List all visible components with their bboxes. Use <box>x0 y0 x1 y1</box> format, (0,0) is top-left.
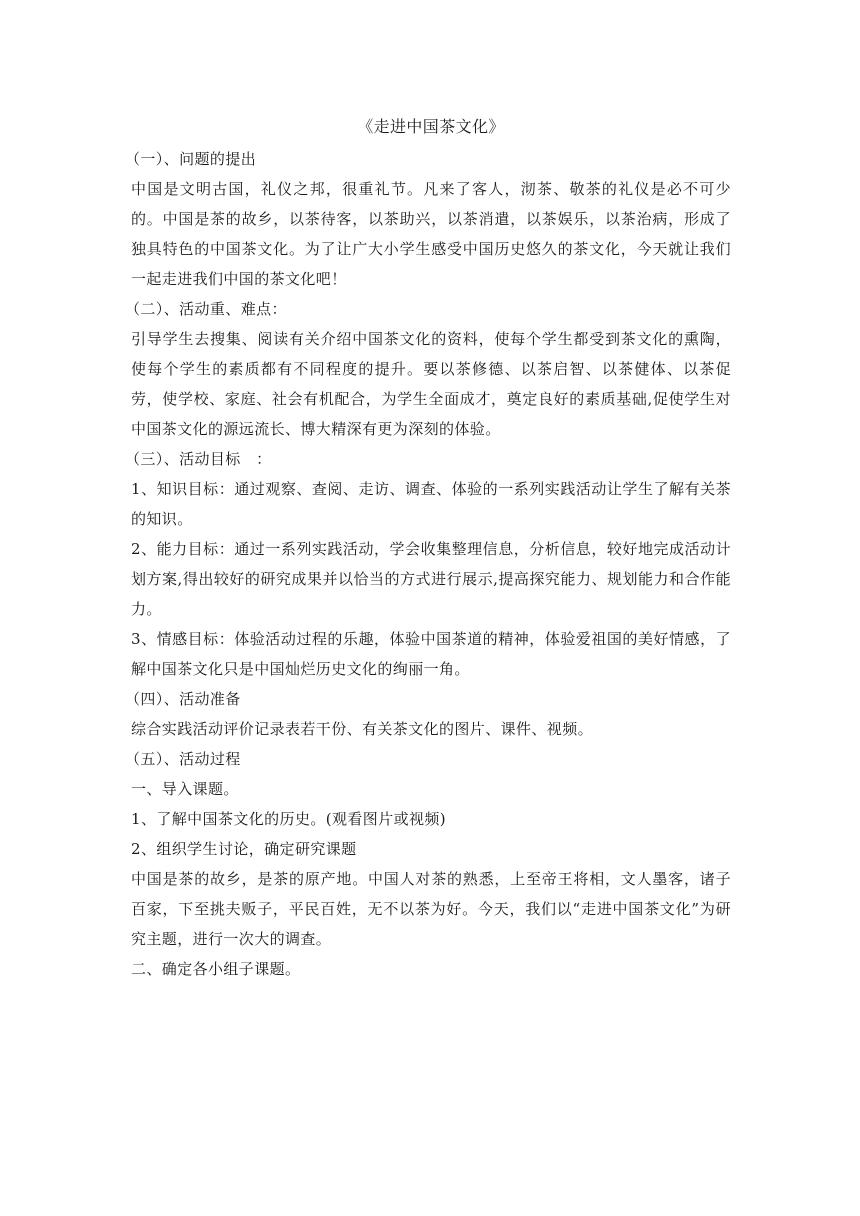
paragraph-emotion-goal: 3、情感目标：体验活动过程的乐趣，体验中国茶道的精神，体验爱祖国的美好情感，了解中国茶文化只是中国灿烂历史文化的绚丽一角。 <box>131 630 731 678</box>
document-body <box>125 112 731 984</box>
paragraph-step-subtopics: 二、确定各小组子课题。 <box>131 960 301 978</box>
section-heading-goals: （三）、活动目标 ： <box>125 450 272 468</box>
paragraph-tea-hometown: 中国是茶的故乡，是茶的原产地。中国人对茶的熟悉，上至帝王将相，文人墨客，诸子百家，下至挑夫贩子，平民百姓，无不以茶为好。今天，我们以“走进中国茶文化”为研究主题，进行一次大的调查。 <box>131 870 731 948</box>
section-heading-preparation: （四）、活动准备 <box>125 690 241 708</box>
section-heading-key-points: （二）、活动重、难点： <box>125 300 287 318</box>
paragraph-step-discuss: 2、组织学生讨论，确定研究课题 <box>131 840 357 858</box>
section-heading-process: （五）、活动过程 <box>125 750 241 768</box>
paragraph-step-intro: 一、导入课题。 <box>131 780 239 798</box>
paragraph-ability-goal: 2、能力目标：通过一系列实践活动，学会收集整理信息，分析信息，较好地完成活动计划方案,得出较好的研究成果并以恰当的方式进行展示,提高探究能力、规划能力和合作能力。 <box>131 540 731 618</box>
section-heading-problem: （一）、问题的提出 <box>125 150 257 168</box>
paragraph-step-history: 1、了解中国茶文化的历史。(观看图片或视频) <box>131 810 447 828</box>
paragraph-preparation: 综合实践活动评价记录表若干份、有关茶文化的图片、课件、视频。 <box>131 720 594 738</box>
paragraph-key-points: 引导学生去搜集、阅读有关介绍中国茶文化的资料，使每个学生都受到茶文化的熏陶，使每个学生的素质都有不同程度的提升。要以茶修德、以茶启智、以茶健体、以茶促劳，使学校、家庭、社会有机配合，为学生全面成才，奠定良好的素质基础,促使学生对中国茶文化的源远流长、博大精深有更为深刻的体验。 <box>131 330 731 438</box>
paragraph-knowledge-goal: 1、知识目标：通过观察、查阅、走访、调查、体验的一系列实践活动让学生了解有关茶的知识。 <box>131 480 731 528</box>
paragraph-problem: 中国是文明古国，礼仪之邦，很重礼节。凡来了客人，沏茶、敬茶的礼仪是必不可少的。中国是茶的故乡，以茶待客，以茶助兴，以茶消遣，以茶娱乐，以茶治病，形成了独具特色的中国茶文化。为了让广大小学生感受中国历史悠久的茶文化，今天就让我们一起走进我们中国的茶文化吧！ <box>131 180 731 288</box>
document-title: 《走进中国茶文化》 <box>357 117 505 136</box>
